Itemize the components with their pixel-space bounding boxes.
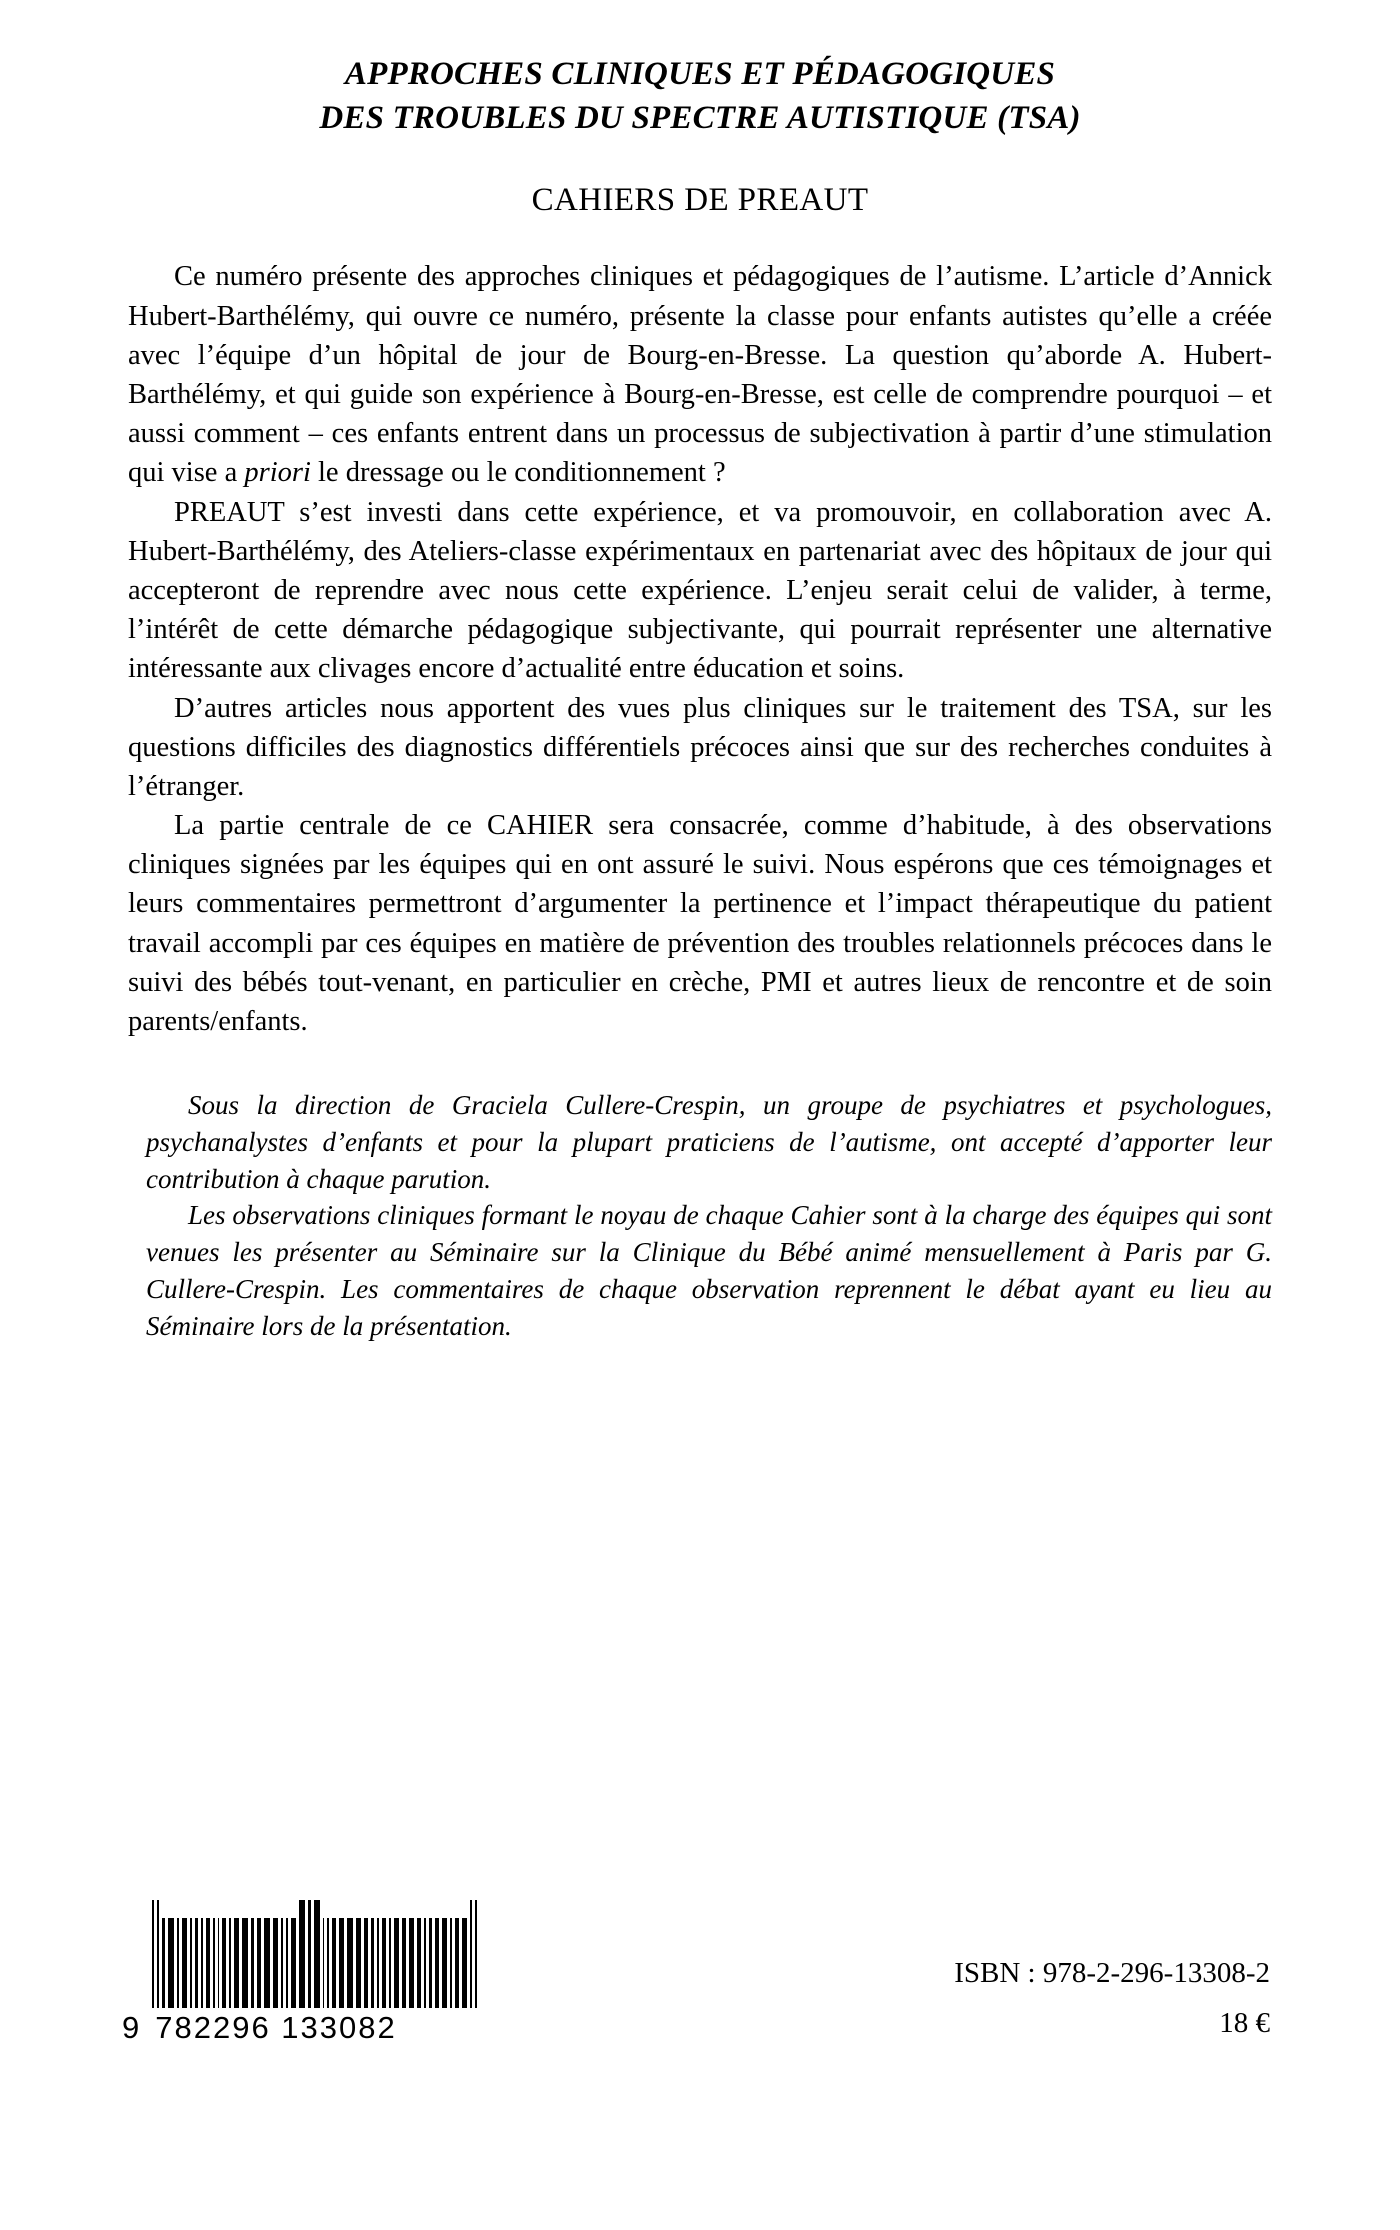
paragraph-2: PREAUT s’est investi dans cette expérience, et va promouvoir, en collaboration avec A. Hubert-Barthélémy, des Ateliers-classe expérimentaux en partenariat avec des hôpitaux de jour qui accepteront de reprendre avec nous cette expérience. L’enjeu serait celui de valider, à terme, l’intérêt de cette démarche pédagogique subjectivante, qui pourrait représenter une alternative intéressante aux clivages encore d’actualité entre éducation et soins. [128, 496, 1272, 685]
paragraph-3: D’autres articles nous apportent des vues plus cliniques sur le traitement des TSA, sur les questions difficiles des diagnostics différentiels précoces ainsi que sur des recherches conduites à l’étranger. [128, 692, 1272, 802]
barcode-digits [120, 2010, 480, 2046]
isbn-block [954, 1952, 1270, 2045]
cover-footer [0, 1900, 1400, 2230]
cover-content [128, 0, 1272, 1344]
title-line-2: DES TROUBLES DU SPECTRE AUTISTIQUE (TSA) [319, 100, 1081, 137]
paragraph-4: La partie centrale de ce CAHIER sera consacrée, comme d’habitude, à des observations cliniques signées par les équipes qui en ont assuré le suivi. Nous espérons que ces témoignages et leurs commentaires permettront d’argumenter la pertinence et l’impact thérapeutique du patient travail accompli par ces équipes en matière de prévention des troubles relationnels précoces dans le suivi des bébés tout-venant, en particulier en crèche, PMI et autres lieux de rencontre et de soin parents/enfants. [128, 810, 1272, 1037]
editorial-note-paragraph-2: Les observations cliniques formant le noyau de chaque Cahier sont à la charge des équipes qui sont venues les présenter au Séminaire sur la Clinique du Bébé animé mensuellement à Paris par G. Cullere-Crespin. Les commentaires de chaque observation reprennent le débat ayant eu lieu au Séminaire lors de la présentation. [146, 1200, 1272, 1341]
title-line-1: APPROCHES CLINIQUES ET PÉDAGOGIQUES [344, 56, 1056, 92]
subtitle: CAHIERS DE PREAUT [531, 182, 869, 219]
editorial-note [128, 1087, 1272, 1344]
paragraph-1: Ce numéro présente des approches cliniques et pédagogiques de l’autisme. L’article d’Annick Hubert-Barthélémy, qui ouvre ce numéro, présente la classe pour enfants autistes qu’elle a créée avec l’équipe d’un hôpital de jour de Bourg-en-Bresse. La question qu’aborde A. Hubert-Barthélémy, et qui guide son expérience à Bourg-en-Bresse, est celle de comprendre pourquoi – et aussi comment – ces enfants entrent dans un processus de subjectivation à partir d’une stimulation qui vise a priori le dressage ou le conditionnement ? [128, 261, 1272, 489]
price-text: 18 € [1219, 2006, 1270, 2039]
barcode-lead-digit: 9 [122, 2010, 142, 2045]
barcode [120, 1900, 480, 2046]
editorial-note-paragraph-1: Sous la direction de Graciela Cullere-Crespin, un groupe de psychiatres et psychologues, psychanalystes d’enfants et pour la plupart praticiens de l’autisme, ont accepté d’apporter leur contribution à chaque parution. [146, 1090, 1272, 1194]
barcode-bars [120, 1900, 480, 2008]
barcode-number: 782296 133082 [155, 2010, 397, 2045]
body-text [128, 257, 1272, 1041]
page-title [128, 52, 1272, 140]
isbn-text: ISBN : 978-2-296-13308-2 [954, 1957, 1270, 1989]
